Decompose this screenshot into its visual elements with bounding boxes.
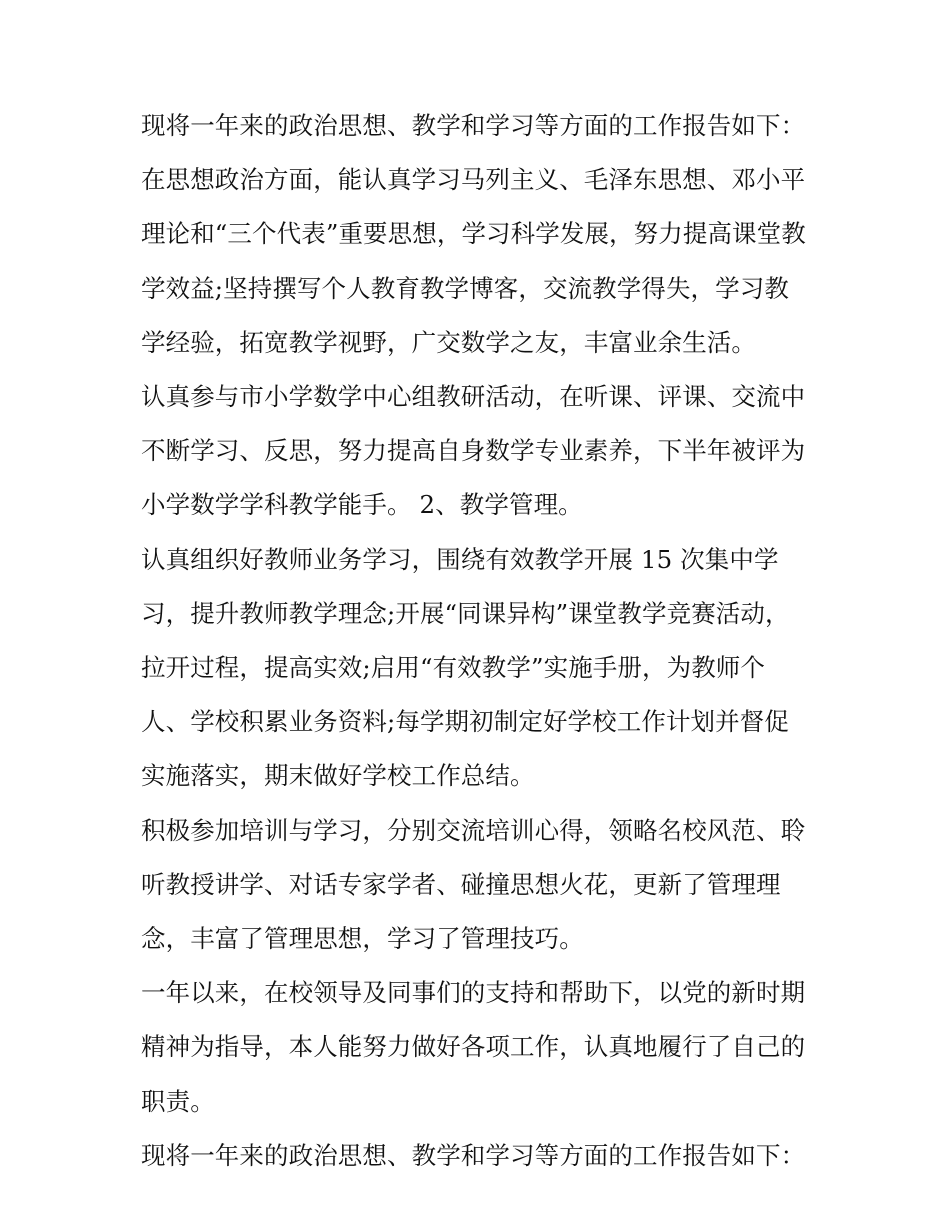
- text-line: 现将一年来的政治思想、教学和学习等方面的工作报告如下：: [141, 1141, 806, 1170]
- text-line: 现将一年来的政治思想、教学和学习等方面的工作报告如下：: [141, 111, 806, 140]
- text-line: 实施落实，期末做好学校工作总结。: [141, 761, 535, 790]
- text-line: 学效益;坚持撰写个人教育教学博客，交流教学得失，学习教: [141, 274, 789, 303]
- text-line: 拉开过程，提高实效;启用“有效教学”实施手册，为教师个: [141, 653, 766, 682]
- text-line: 听教授讲学、对话专家学者、碰撞思想火花，更新了管理理: [141, 870, 781, 899]
- text-line: 职责。: [141, 1087, 215, 1116]
- text-line: 积极参加培训与学习，分别交流培训心得，领略名校风范、聆: [141, 816, 806, 845]
- text-line: 在思想政治方面，能认真学习马列主义、毛泽东思想、邓小平: [141, 165, 806, 194]
- text-line: 习，提升教师教学理念;开展“同课异构”课堂教学竞赛活动，: [141, 599, 790, 628]
- text-line: 一年以来，在校领导及同事们的支持和帮助下，以党的新时期: [141, 978, 806, 1007]
- text-line: 念，丰富了管理思想，学习了管理技巧。: [141, 924, 584, 953]
- text-line: 不断学习、反思，努力提高自身数学专业素养，下半年被评为: [141, 436, 806, 465]
- text-line: 精神为指导，本人能努力做好各项工作，认真地履行了自己的: [141, 1032, 806, 1061]
- text-line: 学经验，拓宽教学视野，广交数学之友，丰富业余生活。: [141, 328, 756, 357]
- text-line: 人、学校积累业务资料;每学期初制定好学校工作计划并督促: [141, 707, 789, 736]
- text-line: 理论和“三个代表”重要思想，学习科学发展，努力提高课堂教: [141, 219, 806, 248]
- text-line: 认真参与市小学数学中心组教研活动，在听课、评课、交流中: [141, 382, 806, 411]
- text-line: 小学数学学科教学能手。 2、教学管理。: [141, 490, 583, 519]
- text-line: 认真组织好教师业务学习，围绕有效教学开展 15 次集中学: [141, 545, 779, 574]
